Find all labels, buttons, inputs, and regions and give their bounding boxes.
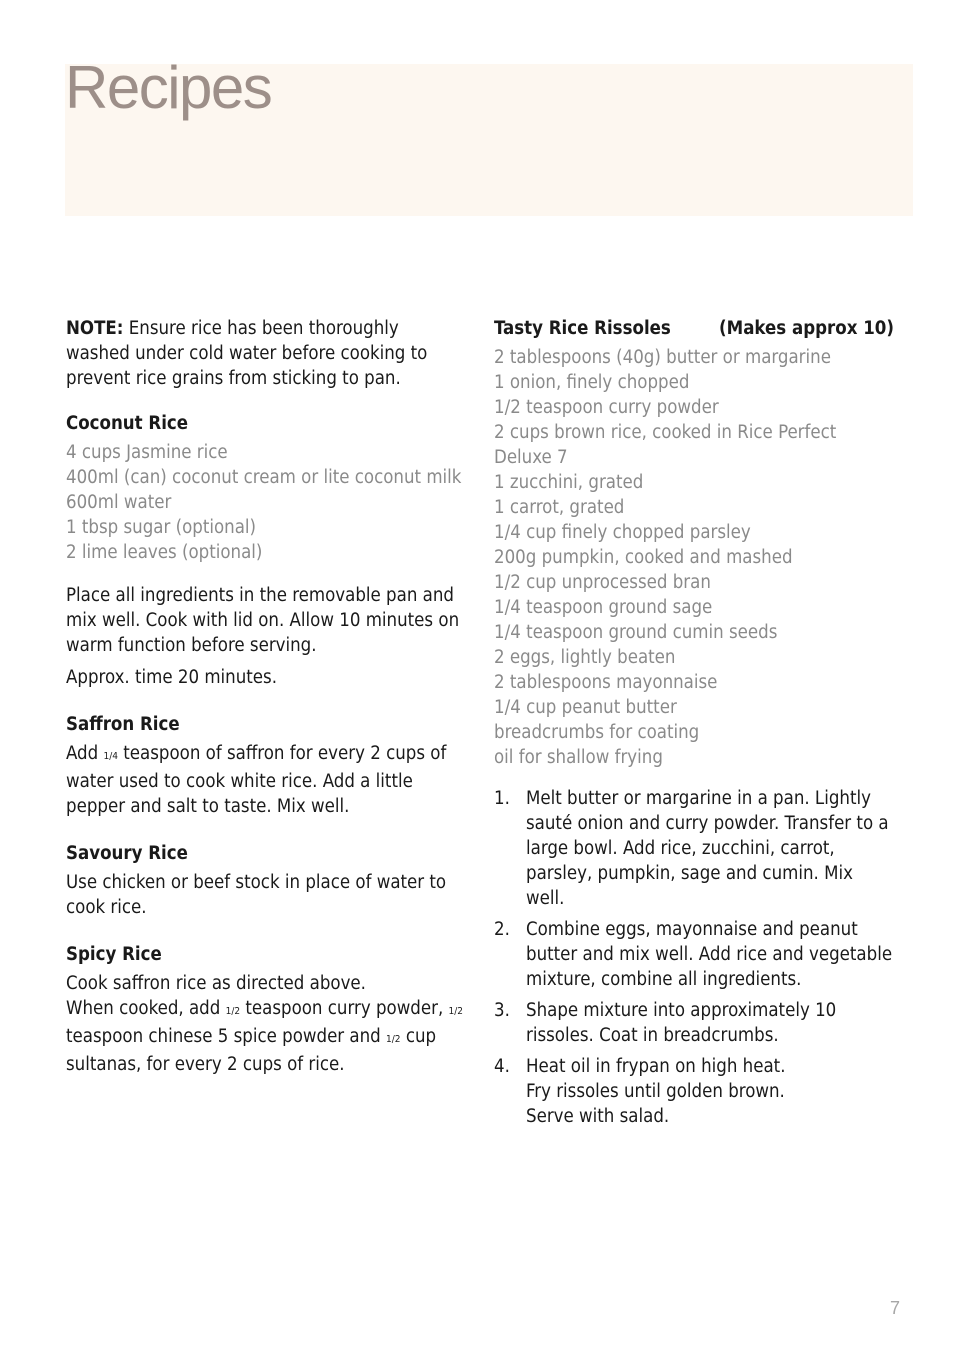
page-title: Recipes [65, 54, 272, 121]
step-text: Melt butter or margarine in a pan. Lightly sauté onion and curry powder. Transfer to a large bowl. Add rice, zucchini, carrot, parsley, pumpkin, sage and cumin. Mix well. [526, 788, 889, 909]
ingredient: 1 zucchini, grated [494, 472, 644, 493]
step-number: 3. [494, 1000, 510, 1021]
ingredient: 1 onion, finely chopped [494, 372, 690, 393]
ingredient: 2 cups brown rice, cooked in Rice Perfect Deluxe 7 [494, 422, 837, 468]
rissoles-header [494, 316, 894, 341]
coconut-rice-method: Place all ingredients in the removable pan and mix well. Cook with lid on. Allow 10 minutes on warm function before serving. [66, 585, 460, 656]
step-text: Heat oil in frypan on high heat. Fry rissoles until golden brown. Serve with salad. [526, 1056, 786, 1127]
ingredient: 1 carrot, grated [494, 497, 625, 518]
saffron-rice-heading: Saffron Rice [66, 714, 180, 735]
ingredient: 2 tablespoons (40g) butter or margarine [494, 347, 831, 368]
text-part: teaspoon of saffron for every 2 cups of water used to cook white rice. Add a little pepper and salt to taste. Mix well. [66, 743, 447, 817]
rissoles-ingredients [494, 345, 894, 770]
step-text: Shape mixture into approximately 10 rissoles. Coat in breadcrumbs. [526, 1000, 837, 1046]
ingredient: 2 lime leaves (optional) [66, 542, 263, 563]
coconut-rice-ingredients [66, 440, 466, 565]
step-number: 2. [494, 919, 510, 940]
savoury-rice-heading: Savoury Rice [66, 843, 188, 864]
rissoles-method [494, 786, 894, 1129]
coconut-rice-section [66, 411, 466, 690]
right-column [494, 316, 894, 1135]
ingredient: 1/2 cup unprocessed bran [494, 572, 711, 593]
method-step [494, 917, 894, 992]
step-text: Combine eggs, mayonnaise and peanut butter and mix well. Add rice and vegetable mixture, combine all ingredients. [526, 919, 893, 990]
saffron-rice-text [66, 741, 466, 819]
ingredient: 1/4 teaspoon ground sage [494, 597, 713, 618]
saffron-rice-section [66, 712, 466, 819]
rissoles-heading: Tasty Rice Rissoles [494, 318, 671, 339]
method-step [494, 998, 894, 1048]
text-part: When cooked, add [66, 998, 226, 1019]
ingredient: 1/4 cup peanut butter [494, 697, 677, 718]
spicy-rice-heading: Spicy Rice [66, 944, 162, 965]
fraction: 1/2 [386, 1034, 401, 1045]
step-number: 1. [494, 788, 510, 809]
coconut-rice-heading: Coconut Rice [66, 413, 189, 434]
method-step [494, 1054, 894, 1129]
ingredient: oil for shallow frying [494, 747, 663, 768]
note-text: Ensure rice has been thoroughly washed under cold water before cooking to prevent rice grains from sticking to pan. [66, 318, 428, 389]
fraction: 1/2 [448, 1006, 464, 1017]
text-part: cup sultanas, for every 2 cups of rice. [66, 1026, 437, 1075]
spicy-rice-line1: Cook saffron rice as directed above. [66, 973, 366, 994]
note-label: NOTE: [66, 318, 124, 339]
ingredient: breadcrumbs for coating [494, 722, 700, 743]
left-column [66, 316, 466, 1093]
spicy-rice-text [66, 996, 466, 1077]
fraction: 1/2 [225, 1006, 241, 1017]
ingredient: 4 cups Jasmine rice [66, 442, 228, 463]
text-part: teaspoon chinese 5 spice powder and [66, 1026, 387, 1047]
page-number: 7 [889, 1298, 900, 1318]
ingredient: 2 tablespoons mayonnaise [494, 672, 718, 693]
note [66, 316, 466, 391]
savoury-rice-text: Use chicken or beef stock in place of water to cook rice. [66, 872, 447, 918]
spicy-rice-section [66, 942, 466, 1077]
ingredient: 200g pumpkin, cooked and mashed [494, 547, 793, 568]
ingredient: 1/2 teaspoon curry powder [494, 397, 719, 418]
ingredient: 600ml water [66, 492, 172, 513]
ingredient: 400ml (can) coconut cream or lite coconut milk [66, 467, 462, 488]
fraction: 1/4 [103, 751, 118, 762]
savoury-rice-section [66, 841, 466, 920]
text-part: teaspoon curry powder, [240, 998, 449, 1019]
step-number: 4. [494, 1056, 510, 1077]
ingredient: 1/4 teaspoon ground cumin seeds [494, 622, 778, 643]
text-part: Add [66, 743, 104, 764]
coconut-rice-time: Approx. time 20 minutes. [66, 667, 277, 688]
ingredient: 1 tbsp sugar (optional) [66, 517, 257, 538]
method-step [494, 786, 894, 911]
ingredient: 2 eggs, lightly beaten [494, 647, 676, 668]
ingredient: 1/4 cup finely chopped parsley [494, 522, 751, 543]
rissoles-yield: (Makes approx 10) [719, 318, 894, 339]
